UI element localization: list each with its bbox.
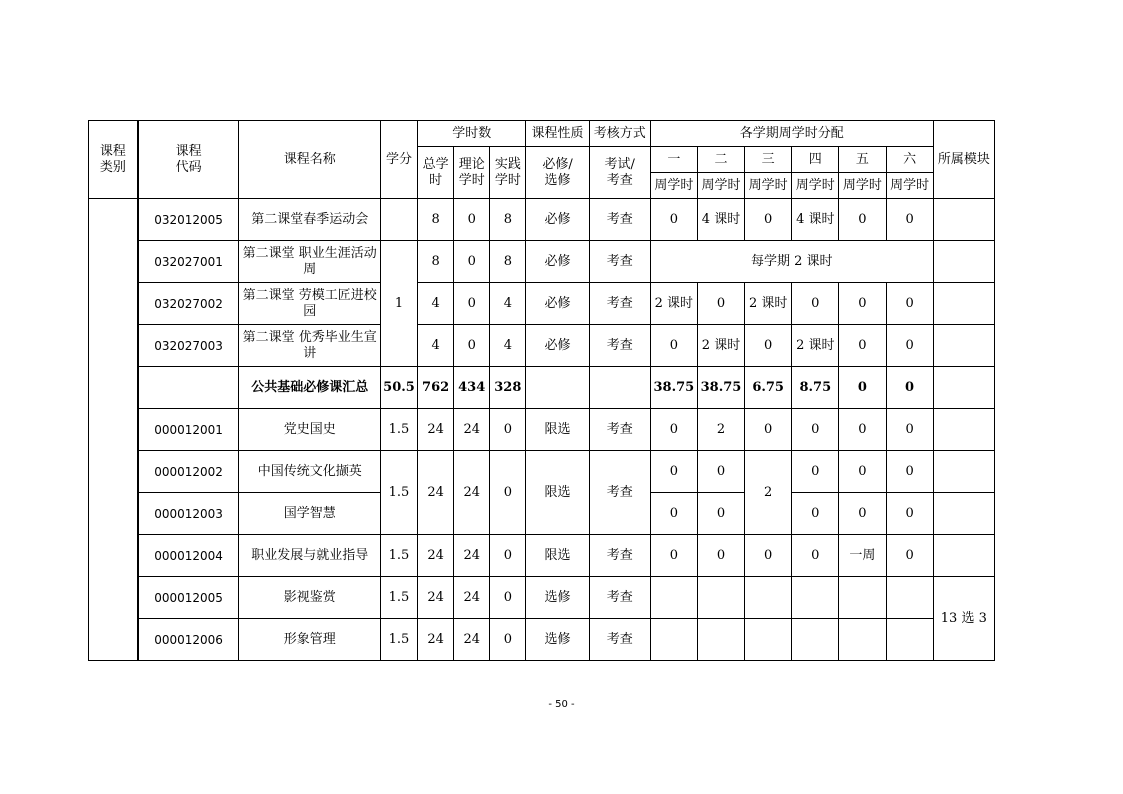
module-cell	[933, 409, 994, 451]
header-weekly-6: 周学时	[886, 173, 933, 199]
semester-6: 0	[886, 451, 933, 493]
theory-hours-merged: 24	[454, 451, 490, 535]
module-cell	[933, 241, 994, 283]
header-credit: 学分	[380, 121, 417, 199]
theory-hours: 24	[454, 619, 490, 661]
semester-1: 0	[650, 451, 697, 493]
exam-method: 考查	[589, 619, 650, 661]
semester-6: 0	[886, 493, 933, 535]
semester-1	[650, 619, 697, 661]
total-hours: 24	[418, 535, 454, 577]
semester-5	[839, 577, 886, 619]
exam-method: 考查	[589, 409, 650, 451]
total-hours: 8	[418, 199, 454, 241]
course-name: 职业发展与就业指导	[239, 535, 380, 577]
course-name: 第二课堂 优秀毕业生宣讲	[239, 325, 380, 367]
semester-1: 0	[650, 493, 697, 535]
summary-module	[933, 367, 994, 409]
semester-5: 一周	[839, 535, 886, 577]
category-cell	[89, 199, 138, 661]
semester-6: 0	[886, 283, 933, 325]
credit-cell-merged: 1.5	[380, 451, 417, 535]
summary-row	[89, 367, 995, 409]
practice-hours: 4	[490, 283, 526, 325]
summary-semester-6: 0	[886, 367, 933, 409]
module-cell	[933, 451, 994, 493]
theory-hours: 24	[454, 577, 490, 619]
table-row	[89, 451, 995, 493]
summary-semester-5: 0	[839, 367, 886, 409]
practice-hours: 0	[490, 535, 526, 577]
header-weekly-4: 周学时	[792, 173, 839, 199]
total-hours: 24	[418, 619, 454, 661]
practice-hours: 0	[490, 619, 526, 661]
credit-cell: 1.5	[380, 535, 417, 577]
summary-semester-1: 38.75	[650, 367, 697, 409]
total-hours: 8	[418, 241, 454, 283]
practice-hours-merged: 0	[490, 451, 526, 535]
header-semester-1: 一	[650, 147, 697, 173]
semester-1: 0	[650, 409, 697, 451]
semester-6: 0	[886, 199, 933, 241]
header-semester-6: 六	[886, 147, 933, 173]
credit-cell: 1.5	[380, 619, 417, 661]
practice-hours: 0	[490, 409, 526, 451]
course-code: 032012005	[138, 199, 239, 241]
table-row	[89, 409, 995, 451]
semester-2: 0	[697, 283, 744, 325]
course-nature: 必修	[526, 325, 589, 367]
exam-method: 考查	[589, 241, 650, 283]
summary-practice-hours: 328	[490, 367, 526, 409]
semester-1: 0	[650, 535, 697, 577]
exam-method-merged: 考查	[589, 451, 650, 535]
table-row	[89, 241, 995, 283]
semester-5: 0	[839, 283, 886, 325]
semester-6: 0	[886, 535, 933, 577]
semester-2: 4 课时	[697, 199, 744, 241]
header-exam-sub: 考试/ 考查	[589, 147, 650, 199]
header-distribution-group: 各学期周学时分配	[650, 121, 933, 147]
course-code: 000012004	[138, 535, 239, 577]
course-nature: 限选	[526, 409, 589, 451]
module-cell	[933, 325, 994, 367]
theory-hours: 0	[454, 199, 490, 241]
summary-credit: 50.5	[380, 367, 417, 409]
credit-cell-merged: 1	[380, 241, 417, 367]
semester-4	[792, 619, 839, 661]
summary-theory-hours: 434	[454, 367, 490, 409]
semester-4: 0	[792, 283, 839, 325]
total-hours: 4	[418, 325, 454, 367]
summary-label: 公共基础必修课汇总	[239, 367, 380, 409]
semester-4: 0	[792, 493, 839, 535]
semester-5: 0	[839, 409, 886, 451]
semester-6	[886, 577, 933, 619]
summary-semester-3: 6.75	[745, 367, 792, 409]
semester-5: 0	[839, 493, 886, 535]
module-cell-merged: 13 选 3	[933, 577, 994, 661]
course-code: 000012003	[138, 493, 239, 535]
header-semester-4: 四	[792, 147, 839, 173]
course-nature: 选修	[526, 577, 589, 619]
theory-hours: 0	[454, 283, 490, 325]
semester-3: 2 课时	[745, 283, 792, 325]
course-name: 中国传统文化撷英	[239, 451, 380, 493]
summary-exam	[589, 367, 650, 409]
course-nature: 选修	[526, 619, 589, 661]
header-nature-sub: 必修/ 选修	[526, 147, 589, 199]
semester-1	[650, 577, 697, 619]
header-total-hours: 总学 时	[418, 147, 454, 199]
table-row	[89, 199, 995, 241]
semester-4	[792, 577, 839, 619]
course-code: 000012006	[138, 619, 239, 661]
total-hours: 24	[418, 409, 454, 451]
semester-3	[745, 619, 792, 661]
module-cell	[933, 493, 994, 535]
semester-5: 0	[839, 451, 886, 493]
theory-hours: 24	[454, 409, 490, 451]
exam-method: 考查	[589, 325, 650, 367]
semester-4: 0	[792, 535, 839, 577]
theory-hours: 0	[454, 325, 490, 367]
module-cell	[933, 535, 994, 577]
exam-method: 考查	[589, 199, 650, 241]
theory-hours: 24	[454, 535, 490, 577]
credit-cell: 1.5	[380, 577, 417, 619]
table-row	[89, 283, 995, 325]
header-semester-5: 五	[839, 147, 886, 173]
course-nature: 必修	[526, 241, 589, 283]
total-hours-merged: 24	[418, 451, 454, 535]
exam-method: 考查	[589, 535, 650, 577]
semester-3: 0	[745, 199, 792, 241]
semester-6	[886, 619, 933, 661]
course-name: 第二课堂春季运动会	[239, 199, 380, 241]
course-table	[88, 120, 995, 661]
header-weekly-5: 周学时	[839, 173, 886, 199]
semester-2: 2 课时	[697, 325, 744, 367]
practice-hours: 4	[490, 325, 526, 367]
header-semester-2: 二	[697, 147, 744, 173]
summary-code	[138, 367, 239, 409]
semester-3-merged: 2	[745, 451, 792, 535]
header-name: 课程名称	[239, 121, 380, 199]
semester-4: 2 课时	[792, 325, 839, 367]
page-number: - 50 -	[548, 699, 575, 710]
header-nature: 课程性质	[526, 121, 589, 147]
practice-hours: 8	[490, 199, 526, 241]
course-nature: 必修	[526, 199, 589, 241]
semester-2: 0	[697, 493, 744, 535]
semester-4: 0	[792, 409, 839, 451]
header-category: 课程 类别	[89, 121, 138, 199]
course-code: 000012002	[138, 451, 239, 493]
course-code: 000012005	[138, 577, 239, 619]
header-practice-hours: 实践 学时	[490, 147, 526, 199]
semester-1: 0	[650, 325, 697, 367]
total-hours: 4	[418, 283, 454, 325]
credit-cell	[380, 199, 417, 241]
course-name: 党史国史	[239, 409, 380, 451]
table-row	[89, 619, 995, 661]
summary-nature	[526, 367, 589, 409]
credit-cell: 1.5	[380, 409, 417, 451]
course-nature-merged: 限选	[526, 451, 589, 535]
course-name: 国学智慧	[239, 493, 380, 535]
header-weekly-2: 周学时	[697, 173, 744, 199]
semester-2: 2	[697, 409, 744, 451]
header-exam: 考核方式	[589, 121, 650, 147]
course-nature: 必修	[526, 283, 589, 325]
semester-5	[839, 619, 886, 661]
total-hours: 24	[418, 577, 454, 619]
semester-2: 0	[697, 535, 744, 577]
semester-4: 0	[792, 451, 839, 493]
course-code: 032027001	[138, 241, 239, 283]
semester-5: 0	[839, 325, 886, 367]
semester-5: 0	[839, 199, 886, 241]
summary-semester-4: 8.75	[792, 367, 839, 409]
semester-3	[745, 577, 792, 619]
course-name: 形象管理	[239, 619, 380, 661]
module-cell	[933, 283, 994, 325]
course-nature: 限选	[526, 535, 589, 577]
exam-method: 考查	[589, 283, 650, 325]
table-row	[89, 577, 995, 619]
course-code: 032027003	[138, 325, 239, 367]
theory-hours: 0	[454, 241, 490, 283]
exam-method: 考查	[589, 577, 650, 619]
semester-1: 2 课时	[650, 283, 697, 325]
table-row	[89, 535, 995, 577]
practice-hours: 0	[490, 577, 526, 619]
header-semester-3: 三	[745, 147, 792, 173]
course-name: 影视鉴赏	[239, 577, 380, 619]
module-cell	[933, 199, 994, 241]
semester-1: 0	[650, 199, 697, 241]
practice-hours: 8	[490, 241, 526, 283]
header-theory-hours: 理论 学时	[454, 147, 490, 199]
header-weekly-1: 周学时	[650, 173, 697, 199]
header-weekly-3: 周学时	[745, 173, 792, 199]
table-row	[89, 325, 995, 367]
semester-3: 0	[745, 535, 792, 577]
summary-semester-2: 38.75	[697, 367, 744, 409]
semester-3: 0	[745, 409, 792, 451]
header-code: 课程 代码	[138, 121, 239, 199]
semester-2: 0	[697, 451, 744, 493]
semester-2	[697, 577, 744, 619]
semester-6: 0	[886, 409, 933, 451]
header-hours-group: 学时数	[418, 121, 526, 147]
summary-total-hours: 762	[418, 367, 454, 409]
semester-6: 0	[886, 325, 933, 367]
semester-4: 4 课时	[792, 199, 839, 241]
semester-3: 0	[745, 325, 792, 367]
semester-merged: 每学期 2 课时	[650, 241, 933, 283]
semester-2	[697, 619, 744, 661]
course-name: 第二课堂 职业生涯活动周	[239, 241, 380, 283]
course-name: 第二课堂 劳模工匠进校园	[239, 283, 380, 325]
course-code: 032027002	[138, 283, 239, 325]
header-module: 所属模块	[933, 121, 994, 199]
course-code: 000012001	[138, 409, 239, 451]
